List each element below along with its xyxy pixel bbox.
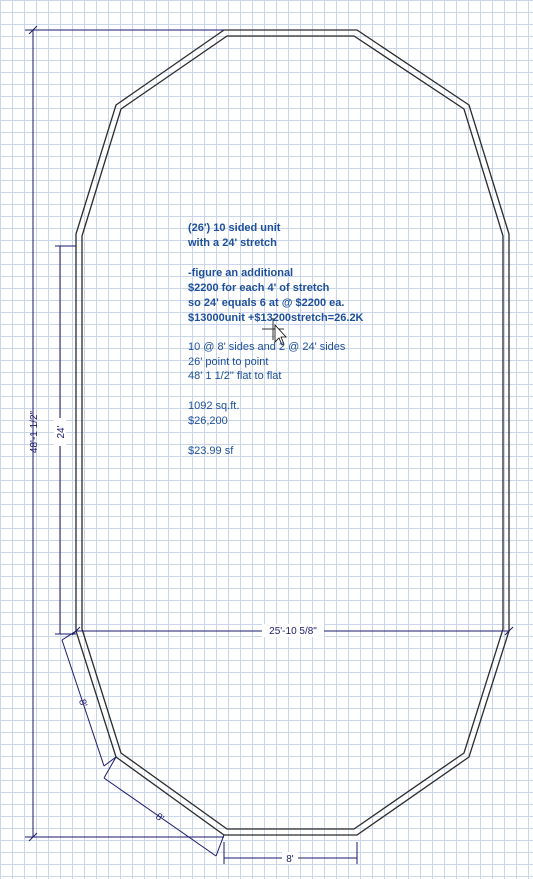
- note-line: (26') 10 sided unit: [188, 222, 281, 234]
- note-line: 1092 sq.ft.: [188, 400, 240, 412]
- note-line: $2200 for each 4' of stretch: [188, 282, 330, 294]
- building-outline-inner: [82, 36, 503, 829]
- side-bottom-label: 8': [286, 854, 294, 865]
- note-line: $23.99 sf: [188, 445, 234, 457]
- width-label: 25'-10 5/8": [269, 626, 317, 637]
- note-line: so 24' equals 6 at @ $2200 ea.: [188, 297, 345, 309]
- note-line: $26,200: [188, 415, 228, 427]
- overall-height-label: 48'-1 1/2": [29, 410, 40, 454]
- building-outline-outer: [76, 30, 509, 835]
- note-line: -figure an additional: [188, 267, 294, 279]
- note-line: 10 @ 8' sides and 2 @ 24' sides: [188, 341, 346, 353]
- note-line: 26' point to point: [188, 356, 269, 368]
- stretch-label: 24': [56, 425, 67, 439]
- side-bottom-left-dimension: [104, 757, 224, 856]
- note-line: 48' 1 1/2" flat to flat: [188, 370, 282, 382]
- note-line: $13000unit +$13200stretch=26.2K: [188, 312, 364, 324]
- side-left-label: 8': [75, 697, 89, 709]
- side-bottom-left-label: 8': [153, 811, 166, 825]
- note-line: with a 24' stretch: [188, 237, 277, 249]
